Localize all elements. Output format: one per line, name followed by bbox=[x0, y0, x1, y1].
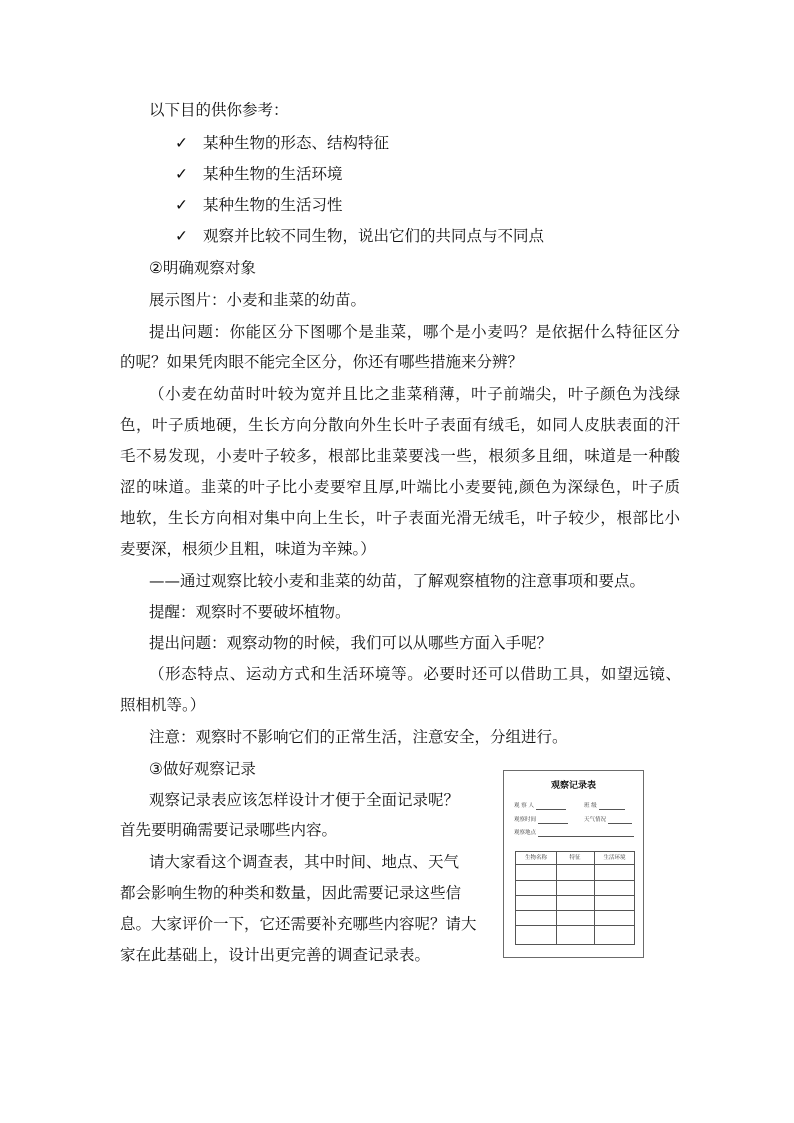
place-field bbox=[514, 829, 634, 837]
time-field bbox=[514, 816, 568, 824]
checklist-item-label: 某种生物的生活习性 bbox=[203, 196, 343, 214]
section-heading: ③做好观察记录 bbox=[149, 760, 256, 778]
paragraph-line: 涩的味道。韭菜的叶子比小麦要窄且厚,叶端比小麦要钝,颜色为深绿色，叶子质 bbox=[120, 478, 680, 496]
field-blank bbox=[599, 803, 625, 810]
paragraph-line: 地软，生长方向相对集中向上生长，叶子表面光滑无绒毛，叶子较少，根部比小 bbox=[120, 509, 680, 527]
paragraph-line: 的呢？如果凭肉眼不能完全区分，你还有哪些措施来分辨？ bbox=[120, 353, 524, 371]
paragraph-line: 麦要深，根须少且粗，味道为辛辣。） bbox=[120, 540, 376, 558]
table-divider bbox=[556, 852, 557, 944]
column-header: 特征 bbox=[569, 855, 581, 861]
checkmark-icon: ✓ bbox=[175, 227, 188, 245]
paragraph-line: 照相机等。） bbox=[120, 696, 206, 714]
paragraph-line: 提出问题：观察动物的时候，我们可以从哪些方面入手呢？ bbox=[149, 634, 553, 652]
paragraph-line: 毛不易发现，小麦叶子较多，根部比韭菜要浅一些，根须多且细，味道是一种酸 bbox=[120, 447, 680, 465]
checklist-item-label: 某种生物的形态、结构特征 bbox=[203, 134, 390, 152]
record-form-table bbox=[515, 851, 635, 945]
paragraph-line: 提出问题：你能区分下图哪个是韭菜，哪个是小麦吗？是依据什么特征区分 bbox=[149, 323, 680, 341]
paragraph-line: 请大家看这个调查表，其中时间、地点、天气 bbox=[149, 853, 460, 871]
checkmark-icon: ✓ bbox=[175, 165, 188, 183]
intro-text: 以下目的供你参考： bbox=[149, 101, 289, 119]
table-divider bbox=[516, 864, 634, 865]
grade-label: 班 级 bbox=[584, 803, 597, 809]
place-label: 观察地点 bbox=[514, 830, 537, 836]
paragraph-line: 展示图片：小麦和韭菜的幼苗。 bbox=[149, 291, 367, 309]
checkmark-icon: ✓ bbox=[175, 134, 188, 152]
observer-field bbox=[514, 802, 566, 810]
paragraph-line: 色，叶子质地硬，生长方向分散向外生长叶子表面有绒毛，如同人皮肤表面的汗 bbox=[120, 416, 680, 434]
checklist-item bbox=[175, 226, 544, 246]
checklist-item bbox=[175, 133, 389, 153]
field-blank bbox=[538, 830, 634, 837]
table-divider bbox=[516, 910, 634, 911]
field-blank bbox=[608, 817, 632, 824]
observer-label: 观 察 人 bbox=[514, 803, 534, 809]
paragraph-line: （形态特点、运动方式和生活环境等。必要时还可以借助工具，如望远镜、 bbox=[149, 665, 681, 683]
paragraph-line: 提醒：观察时不要破坏植物。 bbox=[149, 603, 351, 621]
checklist-item bbox=[175, 195, 343, 215]
weather-label: 天气情况 bbox=[584, 817, 607, 823]
paragraph-line: 都会影响生物的种类和数量，因此需要记录这些信 bbox=[120, 884, 462, 902]
paragraph-line: （小麦在幼苗时叶较为宽并且比之韭菜稍薄，叶子前端尖，叶子颜色为浅绿 bbox=[149, 385, 680, 403]
checklist-item bbox=[175, 164, 343, 184]
table-divider bbox=[516, 895, 634, 896]
column-header: 生物名称 bbox=[524, 855, 547, 861]
checklist-item-label: 观察并比较不同生物，说出它们的共同点与不同点 bbox=[203, 227, 545, 245]
table-divider bbox=[516, 880, 634, 881]
paragraph-line: 息。大家评价一下，它还需要补充哪些内容呢？请大 bbox=[120, 915, 477, 933]
checklist-item-label: 某种生物的生活环境 bbox=[203, 165, 343, 183]
record-form-image bbox=[503, 770, 644, 958]
time-label: 观察时间 bbox=[514, 817, 537, 823]
column-header: 生活环境 bbox=[603, 855, 626, 861]
paragraph-line: ——通过观察比较小麦和韭菜的幼苗，了解观察植物的注意事项和要点。 bbox=[149, 572, 646, 590]
table-divider bbox=[594, 852, 595, 944]
checkmark-icon: ✓ bbox=[175, 196, 188, 214]
paragraph-line: 观察记录表应该怎样设计才便于全面记录呢？ bbox=[149, 791, 460, 809]
field-blank bbox=[538, 817, 568, 824]
grade-field bbox=[584, 802, 625, 810]
paragraph-line: 家在此基础上，设计出更完善的调查记录表。 bbox=[120, 946, 431, 964]
record-form-title: 观察记录表 bbox=[550, 781, 596, 791]
table-divider bbox=[516, 925, 634, 926]
paragraph-line: 注意：观察时不影响它们的正常生活，注意安全，分组进行。 bbox=[149, 728, 568, 746]
field-blank bbox=[536, 803, 566, 810]
weather-field bbox=[584, 816, 632, 824]
paragraph-line: 首先要明确需要记录哪些内容。 bbox=[120, 821, 338, 839]
section-heading: ②明确观察对象 bbox=[149, 259, 256, 277]
